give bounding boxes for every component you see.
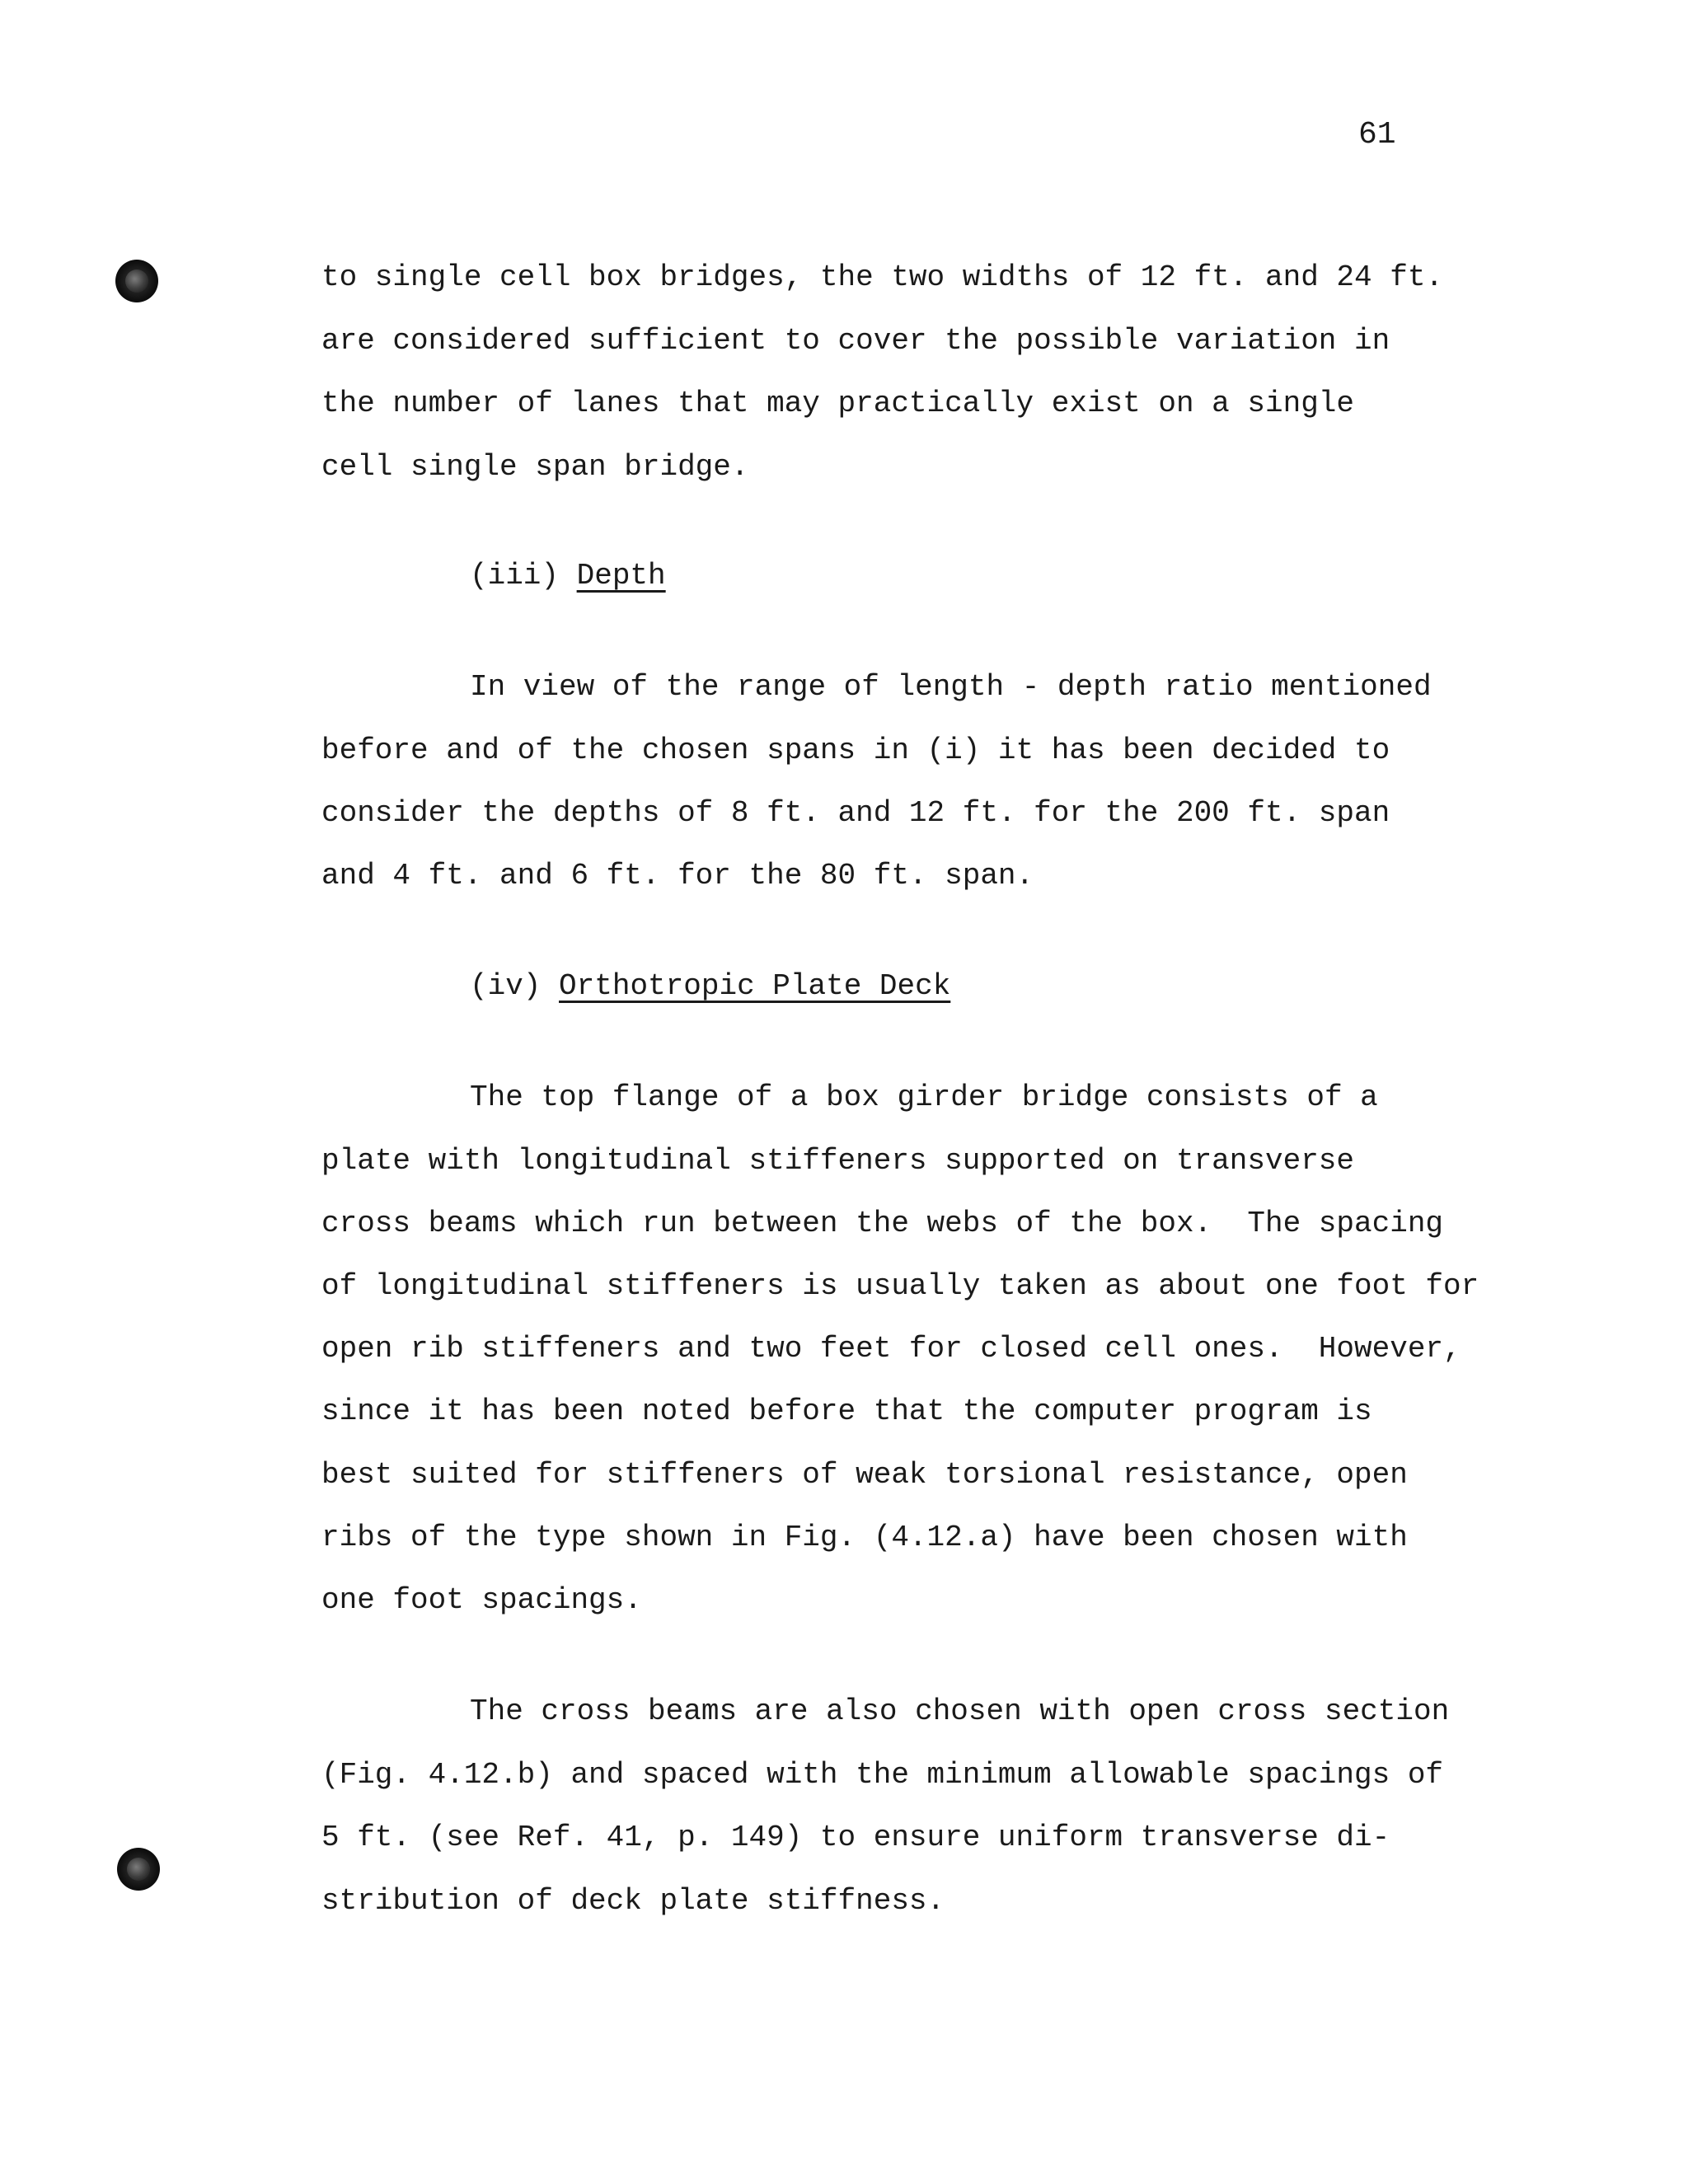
paragraph4-line-1: The cross beams are also chosen with open cross section bbox=[470, 1694, 1450, 1728]
paragraph2-line-2: before and of the chosen spans in (i) it has been decided to bbox=[321, 733, 1390, 767]
paragraph3-line-9: one foot spacings. bbox=[321, 1583, 642, 1617]
paragraph2-line-1: In view of the range of length - depth ratio mentioned bbox=[470, 670, 1432, 704]
paragraph4-line-2: (Fig. 4.12.b) and spaced with the minimum allowable spacings of bbox=[321, 1758, 1444, 1792]
punch-hole-top bbox=[115, 260, 158, 302]
page-number: 61 bbox=[1358, 117, 1396, 152]
paragraph3-line-8: ribs of the type shown in Fig. (4.12.a) have been chosen with bbox=[321, 1521, 1408, 1554]
paragraph1-line-4: cell single span bridge. bbox=[321, 450, 749, 484]
paragraph3-line-5: open rib stiffeners and two feet for closed cell ones. However, bbox=[321, 1332, 1461, 1366]
paragraph3-line-2: plate with longitudinal stiffeners supported on transverse bbox=[321, 1144, 1355, 1178]
section-iii-title: Depth bbox=[576, 559, 666, 593]
paragraph3-line-6: since it has been noted before that the computer program is bbox=[321, 1394, 1372, 1428]
paragraph2-line-3: consider the depths of 8 ft. and 12 ft. for the 200 ft. span bbox=[321, 796, 1390, 830]
paragraph4-line-4: stribution of deck plate stiffness. bbox=[321, 1884, 945, 1918]
section-iii-number: (iii) bbox=[470, 559, 577, 593]
paragraph4-line-3: 5 ft. (see Ref. 41, p. 149) to ensure uniform transverse di- bbox=[321, 1821, 1390, 1854]
section-iv-number: (iv) bbox=[470, 969, 560, 1003]
section-iv-heading bbox=[470, 968, 950, 1005]
paragraph3-line-1: The top flange of a box girder bridge consists of a bbox=[470, 1080, 1378, 1114]
paragraph1-line-1: to single cell box bridges, the two widths of 12 ft. and 24 ft. bbox=[321, 260, 1444, 294]
paragraph2-line-4: and 4 ft. and 6 ft. for the 80 ft. span. bbox=[321, 859, 1034, 893]
paragraph3-line-7: best suited for stiffeners of weak torsional resistance, open bbox=[321, 1458, 1408, 1492]
section-iii-heading bbox=[470, 557, 666, 595]
punch-hole-bottom bbox=[117, 1848, 160, 1891]
paragraph3-line-4: of longitudinal stiffeners is usually taken as about one foot for bbox=[321, 1269, 1479, 1303]
paragraph1-line-2: are considered sufficient to cover the possible variation in bbox=[321, 324, 1390, 358]
section-iv-title: Orthotropic Plate Deck bbox=[559, 969, 951, 1003]
paragraph3-line-3: cross beams which run between the webs of the box. The spacing bbox=[321, 1207, 1444, 1240]
paragraph1-line-3: the number of lanes that may practically exist on a single bbox=[321, 387, 1355, 420]
